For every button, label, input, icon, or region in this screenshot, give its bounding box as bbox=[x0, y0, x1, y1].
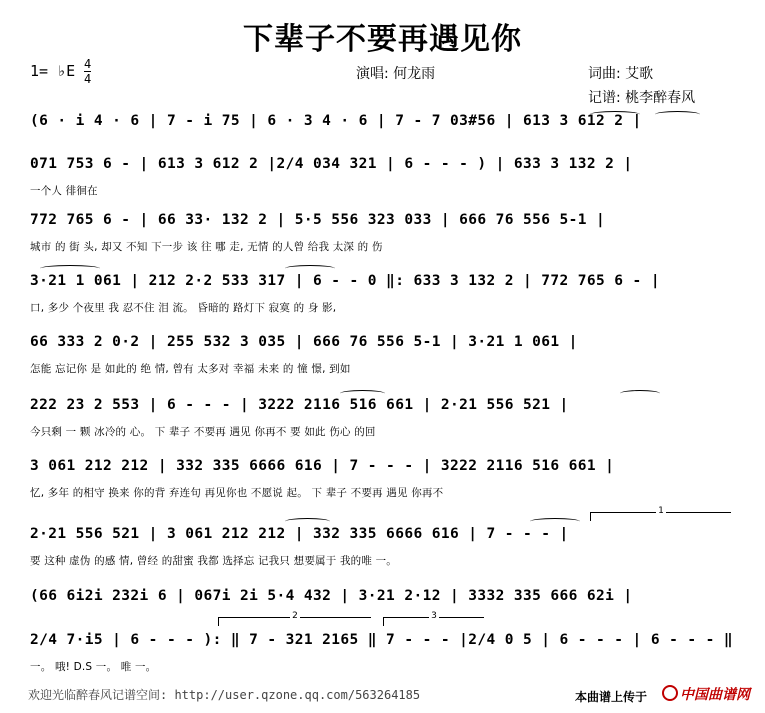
transcriber-credit: 记谱: 桃李醉春风 bbox=[588, 90, 696, 106]
lyric-line: 一。 哦! D.S 一。 唯 一。 bbox=[30, 661, 157, 673]
notation-line: (66 6i2i 232i 6 | 067i 2i 5·4 432 | 3·21 2·12 | 3332 335 666 62i | bbox=[30, 588, 633, 604]
volta-label: 3 bbox=[431, 611, 437, 621]
notation-line: 071 753 6 - | 613 3 612 2 |2/4 034 321 | 6 - - - ) | 633 3 132 2 | bbox=[30, 156, 633, 172]
notation-line: 2·21 556 521 | 3 061 212 212 | 332 335 6666 616 | 7 - - - | bbox=[30, 526, 569, 542]
notation-line: 66 333 2 0·2 | 255 532 3 035 | 666 76 556 5-1 | 3·21 1 061 | bbox=[30, 334, 578, 350]
volta-bracket-3 bbox=[383, 611, 484, 626]
time-signature bbox=[84, 58, 91, 85]
singer-credit: 演唱: 何龙雨 bbox=[356, 66, 436, 82]
footer-upload-note: 本曲谱上传于 bbox=[575, 690, 648, 704]
score-row-8 bbox=[30, 526, 740, 568]
logo-icon bbox=[662, 685, 678, 701]
notation-line: 3 061 212 212 | 332 335 6666 616 | 7 - - - | 3222 2116 516 661 | bbox=[30, 458, 615, 474]
notation-line: 3·21 1 061 | 212 2·2 533 317 | 6 - - 0 ‖: 633 3 132 2 | 772 765 6 - | bbox=[30, 273, 660, 289]
lyric-line: 一个人 徘徊在 bbox=[30, 185, 98, 197]
time-signature-top: 4 bbox=[84, 57, 92, 71]
slur-mark bbox=[530, 518, 580, 525]
volta-bracket-1 bbox=[590, 506, 731, 521]
lyric-line: 城市 的 街 头, 却又 不知 下一步 该 往 哪 走, 无情 的人曾 给我 太深 的 伤 bbox=[30, 241, 383, 253]
score-row-9 bbox=[30, 588, 740, 615]
score-row-7 bbox=[30, 458, 740, 500]
lyric-line: 忆, 多年 的相守 换来 你的背 弃连句 再见你也 不愿说 起。 下 辈子 不要再 遇见 你再不 bbox=[30, 487, 444, 499]
logo-text: 中国曲谱网 bbox=[680, 687, 750, 703]
volta-label: 1 bbox=[658, 506, 664, 516]
notation-line: 772 765 6 - | 66 33· 132 2 | 5·5 556 323 033 | 666 76 556 5-1 | bbox=[30, 212, 606, 228]
score-row-4 bbox=[30, 273, 740, 315]
lyric-line: 怎能 忘记你 是 如此的 绝 情, 曾有 太多对 幸福 未来 的 憧 憬, 到如 bbox=[30, 363, 351, 375]
lyric-line: 要 这种 虚伪 的感 情, 曾经 的甜蜜 我都 选择忘 记我只 想要属于 我的唯 一。 bbox=[30, 555, 397, 567]
notation-line: (6 · i 4 · 6 | 7 - i 75 | 6 · 3 4 · 6 | 7 - 7 03#56 | 613 3 612 2 | bbox=[30, 113, 642, 129]
notation-line: 2/4 7·i5 | 6 - - - ): ‖ 7 - 321 2165 ‖ 7 - - - |2/4 0 5 | 6 - - - | 6 - - - ‖ bbox=[30, 632, 733, 648]
score-row-5 bbox=[30, 334, 740, 376]
lyricist-credit: 词曲: 艾歌 bbox=[588, 66, 654, 82]
site-logo[interactable] bbox=[662, 684, 750, 704]
lyric-line: 口, 多少 个夜里 我 忍不住 泪 流。 昏暗的 路灯下 寂寞 的 身 影, bbox=[30, 302, 337, 314]
lyric-line: 今只剩 一 颗 冰冷的 心。 下 辈子 不要再 遇见 你再不 要 如此 伤心 的回 bbox=[30, 426, 376, 438]
slur-mark bbox=[340, 390, 385, 397]
time-signature-bottom: 4 bbox=[84, 72, 92, 86]
score-row-10 bbox=[30, 632, 740, 674]
notation-line: 222 23 2 553 | 6 - - - | 3222 2116 516 661 | 2·21 556 521 | bbox=[30, 397, 569, 413]
score-row-3 bbox=[30, 212, 740, 254]
key-signature: 1= ♭E bbox=[30, 62, 76, 80]
slur-mark bbox=[285, 518, 330, 525]
slur-mark bbox=[620, 390, 660, 397]
slur-mark bbox=[655, 111, 700, 118]
volta-bracket-2 bbox=[218, 611, 371, 626]
score-row-2 bbox=[30, 156, 740, 198]
footer-website-note: 欢迎光临醉春风记谱空间: http://user.qzone.qq.com/563264185 bbox=[28, 688, 421, 702]
slur-mark bbox=[40, 265, 100, 272]
slur-mark bbox=[590, 111, 640, 118]
slur-mark bbox=[285, 265, 335, 272]
score-row-6 bbox=[30, 397, 740, 439]
song-title: 下辈子不要再遇见你 bbox=[243, 23, 522, 56]
volta-label: 2 bbox=[292, 611, 298, 621]
